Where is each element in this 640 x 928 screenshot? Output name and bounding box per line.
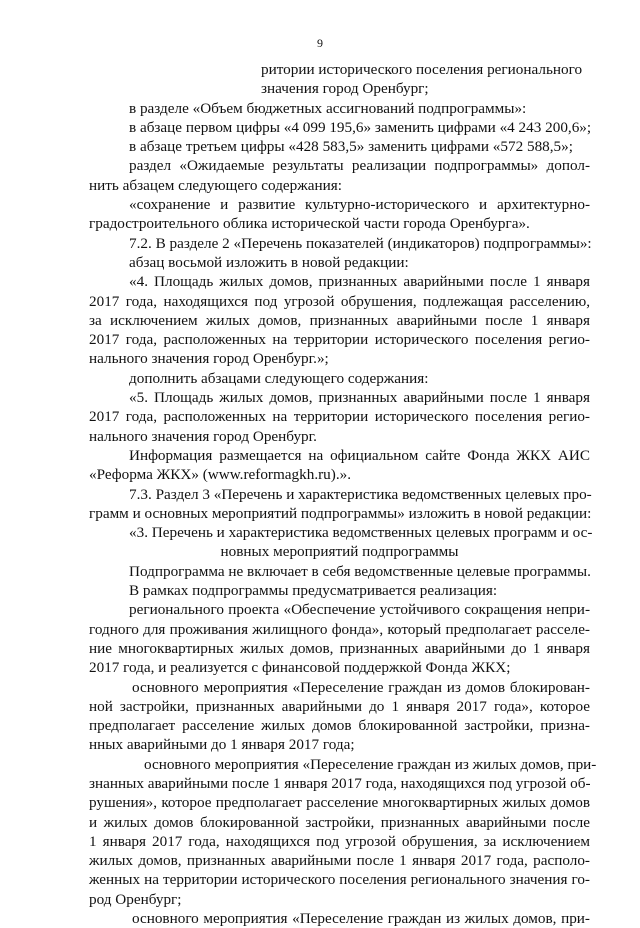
text-line: дополнить абзацами следующего содержания: — [129, 369, 429, 387]
text-line: регионального проекта «Обеспечение устойчивого сокращения непри- — [129, 601, 590, 619]
text-line: 7.3. Раздел 3 «Перечень и характеристика ведомственных целевых про- — [129, 485, 592, 503]
text-line: 2017 года, находящихся под угрозой обрушения, подлежащая расселению, — [89, 292, 590, 310]
text-line: 1 января 2017 года, находящихся под угрозой обрушения, за исключением — [89, 832, 590, 850]
text-line: ритории исторического поселения регионального — [261, 61, 583, 78]
text-line: основного мероприятия «Переселение граждан из жилых домов, при- — [132, 910, 590, 928]
text-line: Информация размещается на официальном сайте Фонда ЖКХ АИС — [129, 446, 590, 464]
text-line: 7.2. В разделе 2 «Перечень показателей (индикаторов) подпрограммы»: — [129, 234, 592, 252]
text-line: в абзаце третьем цифры «428 583,5» заменить цифрами «572 588,5»; — [129, 138, 573, 156]
text-line: «5. Площадь жилых домов, признанных аварийными после 1 января — [129, 389, 590, 407]
text-line: женных на территории исторического поселения регионального значения го- — [89, 871, 590, 889]
text-line: ние многоквартирных жилых домов, признанных аварийными до 1 января — [89, 639, 590, 657]
text-line: значения город Оренбург; — [261, 80, 429, 98]
page-number: 9 — [317, 36, 323, 50]
text-line: годного для проживания жилищного фонда», который предполагает расселе- — [89, 620, 590, 638]
text-line: жилых домов, признанных аварийными после 1 января 2017 года, располо- — [89, 852, 590, 870]
text-line: нального значения город Оренбург.»; — [89, 350, 329, 368]
text-line: знанных аварийными после 1 января 2017 года, находящихся под угрозой об- — [89, 774, 591, 792]
text-line: основного мероприятия «Переселение граждан из жилых домов, при- — [144, 755, 597, 773]
text-line: «Реформа ЖКХ» (www.reformagkh.ru).». — [89, 466, 352, 484]
text-line: в абзаце первом цифры «4 099 195,6» заменить цифрами «4 243 200,6»; — [129, 118, 592, 136]
text-line: 2017 года, и реализуется с финансовой поддержкой Фонда ЖКХ; — [89, 659, 511, 677]
text-line: грамм и основных мероприятий подпрограммы» изложить в новой редакции: — [89, 504, 592, 522]
text-line: предполагает расселение жилых домов блокированной застройки, призна- — [89, 717, 590, 735]
text-line: «4. Площадь жилых домов, признанных аварийными после 1 января — [129, 273, 590, 291]
text-line: 2017 года, расположенных на территории исторического поселения регио- — [89, 408, 590, 426]
text-line: «сохранение и развитие культурно-исторического и архитектурно- — [129, 196, 590, 214]
text-line: В рамках подпрограммы предусматривается реализация: — [129, 582, 498, 600]
text-line: раздел «Ожидаемые результаты реализации подпрограммы» допол- — [129, 157, 590, 175]
text-line: нить абзацем следующего содержания: — [89, 176, 342, 194]
text-line: и жилых домов блокированной застройки, признанных аварийными после — [89, 813, 590, 831]
text-line: градостроительного облика исторической части города Оренбурга». — [89, 215, 530, 233]
text-line: за исключением жилых домов, признанных аварийными после 1 января — [89, 311, 590, 329]
text-line: абзац восьмой изложить в новой редакции: — [129, 253, 409, 271]
text-line: в разделе «Объем бюджетных ассигнований подпрограммы»: — [129, 99, 527, 117]
text-line: основного мероприятия «Переселение граждан из домов блокирован- — [132, 678, 590, 696]
section-heading: новных мероприятий подпрограммы — [220, 543, 459, 561]
text-line: ной застройки, признанных аварийными до 1 января 2017 года», которое — [89, 697, 590, 715]
text-line: рушения», которое предполагает расселение многоквартирных жилых домов — [89, 794, 590, 812]
text-line: Подпрограмма не включает в себя ведомственные целевые программы. — [129, 562, 591, 580]
text-line: 2017 года, расположенных на территории исторического поселения регио- — [89, 331, 590, 349]
text-line: нных аварийными до 1 января 2017 года; — [89, 736, 355, 754]
text-line: род Оренбург; — [89, 890, 182, 908]
section-heading: «3. Перечень и характеристика ведомственных целевых программ и ос- — [129, 524, 593, 542]
text-line: нального значения город Оренбург. — [89, 427, 317, 445]
document-body — [89, 60, 597, 928]
